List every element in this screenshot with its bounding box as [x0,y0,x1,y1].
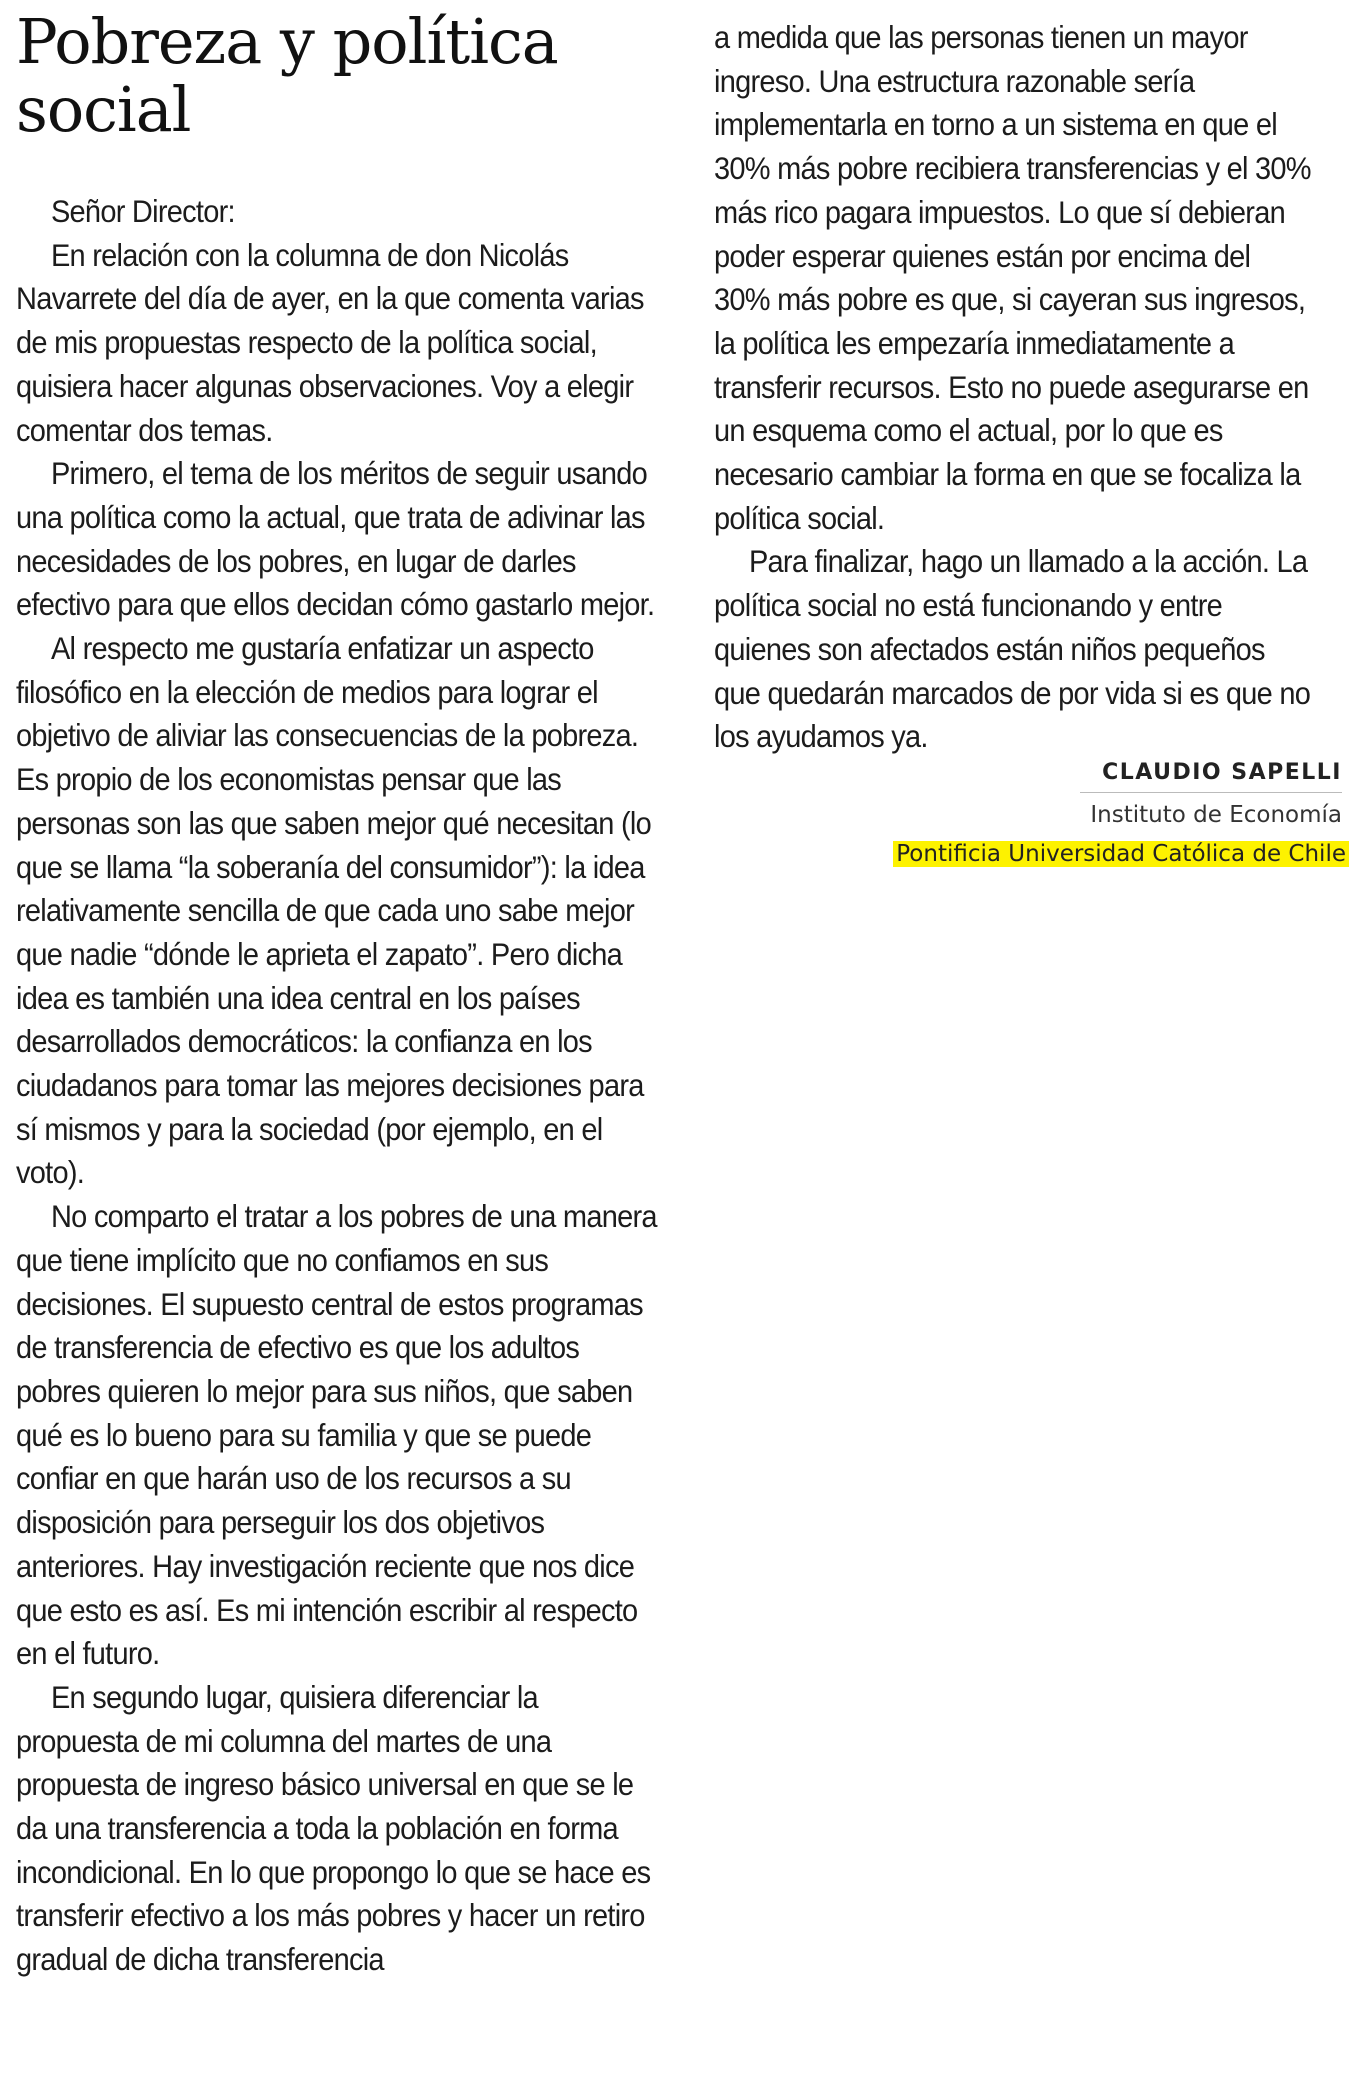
author-university: Pontificia Universidad Católica de Chile [893,841,1349,867]
salutation: Señor Director: [50,193,235,229]
paragraph: Primero, el tema de los méritos de seguir usando una política como la actual, que trata de adivinar las necesidades de los pobres, en lugar de darles efectivo para que ellos decidan cómo gastarlo mejor. [16,455,655,623]
paragraph: Al respecto me gustaría enfatizar un aspecto filosófico en la elección de medios para lograr el objetivo de aliviar las consecuencias de la pobreza. Es propio de los economistas pensar que las personas son las que saben mejor qué necesitan (lo que se llama “la soberanía del consumidor”): la idea relativamente sencilla de que cada uno sabe mejor que nadie “dónde le aprieta el zapato”. Pero dicha idea es también una idea central en los países desarrollados democráticos: la confianza en los ciudadanos para tomar las mejores decisiones para sí mismos y para la sociedad (por ejemplo, en el voto). [16,630,652,1191]
article-column-right [714,16,1312,759]
paragraph: En segundo lugar, quisiera diferenciar la propuesta de mi columna del martes de una propuesta de ingreso básico universal en que se le da una transferencia a toda la población en forma incondicional. En lo que propongo lo que se hace es transferir efectivo a los más pobres y hacer un retiro gradual de dicha transferencia [16,1678,651,1978]
paragraph: Para finalizar, hago un llamado a la acción. La política social no está funcionando y entre quienes son afectados están niños pequeños que quedarán marcados de por vida si es que no los ayudamos ya. [714,543,1311,755]
paragraph: No comparto el tratar a los pobres de una manera que tiene implícito que no confiamos en sus decisiones. El supuesto central de estos programas de transferencia de efectivo es que los adultos pobres quieren lo mejor para sus niños, que saben qué es lo bueno para su familia y que se puede confiar en que harán uso de los recursos a su disposición para perseguir los dos objetivos anteriores. Hay investigación reciente que nos dice que esto es así. Es mi intención escribir al respecto en el futuro. [16,1198,657,1672]
signature-divider [1080,792,1342,793]
author-name: CLAUDIO SAPELLI [1102,760,1342,785]
article-title: Pobreza y política social [16,5,558,146]
paragraph: a medida que las personas tienen un mayor ingreso. Una estructura razonable sería implementarla en torno a un sistema en que el 30% más pobre recibiera transferencias y el 30% más rico pagara impuestos. Lo que sí debieran poder esperar quienes están por encima del 30% más pobre es que, si cayeran sus ingresos, la política les empezaría inmediatamente a transferir recursos. Esto no puede asegurarse en un esquema como el actual, por lo que es necesario cambiar la forma en que se focaliza la política social. [714,19,1311,536]
article-column-left [16,190,660,1982]
paragraph: En relación con la columna de don Nicolás Navarrete del día de ayer, en la que comenta varias de mis propuestas respecto de la política social, quisiera hacer algunas observaciones. Voy a elegir comentar dos temas. [16,236,644,448]
author-institute: Instituto de Economía [1090,802,1342,828]
signature-block [896,758,1346,867]
